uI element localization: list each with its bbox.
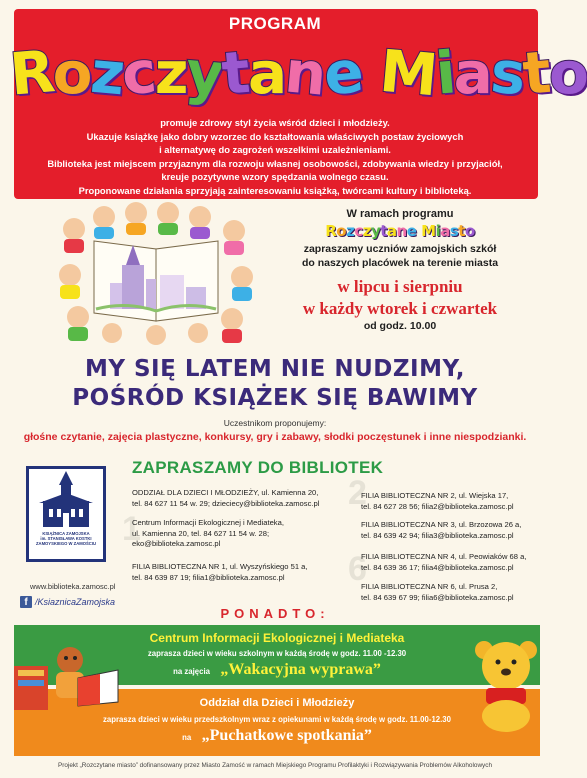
title-letter: a <box>453 39 491 107</box>
branch-line: FILIA BIBLIOTECZNA NR 1, ul. Wyszyńskiego 51 a, <box>132 562 308 571</box>
branch-line: tel. 84 639 36 17; filia4@biblioteka.zamosc.pl <box>361 562 514 572</box>
watermark-digit: 2 <box>348 474 367 512</box>
branch-line: eko@biblioteka.zamosc.pl <box>132 539 221 549</box>
branch-line: ul. Kamienna 20, tel. 84 627 11 54 w. 28; <box>132 528 270 538</box>
title-letter: a <box>248 39 286 107</box>
intro-line: kreuje pozytywne wzory spędzania wolnego czasu. <box>161 171 389 182</box>
intro-line: i alternatywę do zagrożeń wszelkimi uzależnieniami. <box>159 144 391 155</box>
orange-title: Oddział dla Dzieci i Młodzieży <box>199 697 355 709</box>
offer-text: głośne czytanie, zajęcia plastyczne, konkursy, gry i zabawy, słodki poczęstunek i inne niespodzianki. <box>23 431 527 443</box>
intro-line: Ukazuje książkę jako dobry wzorzec do kształtowania właściwych postaw życiowych <box>86 130 464 142</box>
branch-left-2 <box>132 562 308 583</box>
invite-intro: W ramach programu <box>346 208 454 220</box>
slogan-line: MY SIĘ LATEM NIE NUDZIMY, <box>84 356 466 382</box>
green-event-pre: na zajęcia <box>173 667 210 676</box>
library-logo <box>26 466 106 562</box>
branch-line: tel. 84 639 87 19; filia1@biblioteka.zamosc.pl <box>132 572 285 582</box>
library-logo-name <box>31 531 101 546</box>
green-title: Centrum Informacji Ekologicznej i Mediateka <box>149 631 405 645</box>
logo-name-line: im. STANISŁAWA KOSTKI <box>40 536 92 541</box>
watermark-digit: 1 <box>122 510 141 548</box>
title-letter: M <box>377 36 439 110</box>
winnie-the-pooh-icon <box>470 634 542 734</box>
branch-line: FILIA BIBLIOTECZNA NR 6, ul. Prusa 2, <box>361 582 498 591</box>
website-link[interactable]: www.biblioteka.zamosc.pl <box>30 582 116 591</box>
facebook-icon: f <box>20 596 32 608</box>
title-letter: o <box>52 39 91 107</box>
watermark-digit: 6 <box>348 550 367 588</box>
orange-event-name: „Puchatkowe spotkania” <box>201 727 372 744</box>
kids-book-illustration <box>56 205 256 345</box>
mini-title-letter: o <box>336 222 347 240</box>
title-letter: R <box>7 37 56 109</box>
open-book-icon <box>94 241 218 321</box>
libraries-heading: ZAPRASZAMY DO BIBLIOTEK <box>132 458 384 477</box>
green-desc: zaprasza dzieci w wieku szkolnym w każdą środę w godz. 11.00 -12.30 <box>147 649 407 658</box>
title-letter: e <box>321 37 365 109</box>
mini-title-letter: a <box>386 222 397 240</box>
branch-line: FILIA BIBLIOTECZNA NR 4, ul. Peowiaków 68 a, <box>361 552 527 561</box>
branch-left-0 <box>132 488 319 509</box>
intro-line: Proponowane działania sprzyjają zainteresowaniu książką, twórcami kultury i biblioteką. <box>78 184 472 196</box>
program-mini-title <box>255 222 545 240</box>
reading-kids-icon <box>14 626 124 716</box>
intro-line: promuje zdrowy styl życia wśród dzieci i młodzieży. <box>160 117 390 128</box>
branch-line: tel. 84 639 42 94; filia3@biblioteka.zamosc.pl <box>361 530 514 540</box>
invitation-block <box>255 208 545 332</box>
title-letter: z <box>87 37 126 109</box>
mini-title-letter: o <box>464 222 475 240</box>
title-letter: z <box>154 39 187 107</box>
branch-line: tel. 84 627 28 56; filia2@biblioteka.zamosc.pl <box>361 501 514 511</box>
mini-title-letter: y <box>370 222 381 240</box>
facebook-handle: /KsiaznicaZamojska <box>35 597 116 607</box>
logo-name-line: KSIĄŻNICA ZAMOJSKA <box>42 531 90 536</box>
intro-text <box>30 116 520 197</box>
title-letter: n <box>282 37 328 109</box>
title-letter: t <box>520 38 552 108</box>
invite-line: do naszych placówek na terenie miasta <box>301 257 499 269</box>
orange-desc: zaprasza dzieci w wieku przedszkolnym wraz z opiekunami w każdą środę w godz. 11.00-12.30 <box>103 715 451 724</box>
branch-line: tel. 84 639 67 99; filia6@biblioteka.zamosc.pl <box>361 592 514 602</box>
mini-title-letter: n <box>396 222 407 240</box>
mini-title-letter: t <box>458 222 465 240</box>
offer-label: Uczestnikom proponujemy: <box>223 418 327 428</box>
branch-line: tel. 84 627 11 54 w. 29; dzieciecy@biblioteka.zamosc.pl <box>132 498 320 508</box>
slogan-line: POŚRÓD KSIĄŻEK SIĘ BAWIMY <box>72 385 478 411</box>
footer-note: Projekt „Rozczytane miasto” dofinansowany przez Miasto Zamość w ramach Miejskiego Programu Profilaktyki i Rozwiązywania Problemów Alkoholowych <box>57 762 493 769</box>
invite-time: od godz. 10.00 <box>363 320 437 332</box>
mini-title-letter: c <box>354 222 363 240</box>
poster-title <box>7 34 587 114</box>
branch-line: ODDZIAŁ DLA DZIECI I MŁODZIEŻY, ul. Kamienna 20, <box>132 488 319 497</box>
mini-title-letter: z <box>346 222 355 240</box>
orange-event <box>14 727 540 745</box>
branch-line: FILIA BIBLIOTECZNA NR 2, ul. Wiejska 17, <box>361 491 509 500</box>
green-event-name: „Wakacyjna wyprawa” <box>220 661 381 678</box>
mini-title-letter: a <box>440 222 450 240</box>
mini-title-letter: z <box>362 222 371 240</box>
branch-left-1 <box>132 518 284 550</box>
mini-title-letter: s <box>449 222 459 240</box>
title-letter: y <box>183 37 226 109</box>
title-letter: t <box>219 38 251 108</box>
title-letter: c <box>119 37 158 109</box>
branch-right-3 <box>361 582 514 603</box>
branch-right-0 <box>361 491 514 512</box>
branch-right-1 <box>361 520 521 541</box>
mini-title-letter: R <box>325 222 337 240</box>
invite-days: w każdy wtorek i czwartek <box>302 299 498 318</box>
title-letter: o <box>549 39 587 107</box>
branch-line: Centrum Informacji Ekologicznej i Mediateka, <box>132 518 284 527</box>
invite-line: zapraszamy uczniów zamojskich szkół <box>303 243 497 255</box>
invite-months: w lipcu i sierpniu <box>337 277 463 296</box>
intro-line: Biblioteka jest miejscem przyjaznym dla rozwoju własnej osobowości, zdobywania wiedzy i przyjaciół, <box>47 157 503 169</box>
logo-name-line: ZAMOYSKIEGO W ZAMOŚCIU <box>35 541 97 546</box>
branch-right-2 <box>361 552 526 573</box>
program-label: PROGRAM <box>228 14 322 33</box>
mini-title-letter: M <box>421 222 436 240</box>
title-letter: i <box>432 38 457 108</box>
branch-line: FILIA BIBLIOTECZNA NR 3, ul. Brzozowa 26 a, <box>361 520 522 529</box>
ponadto-heading: PONADTO: <box>220 606 330 621</box>
mini-title-letter: i <box>435 222 441 240</box>
title-letter: s <box>487 37 527 109</box>
orange-event-pre: na <box>182 733 192 742</box>
mini-title-letter: e <box>406 222 417 240</box>
slogan <box>0 355 550 413</box>
mini-title-letter: t <box>380 222 387 240</box>
town-hall-icon <box>29 469 103 529</box>
